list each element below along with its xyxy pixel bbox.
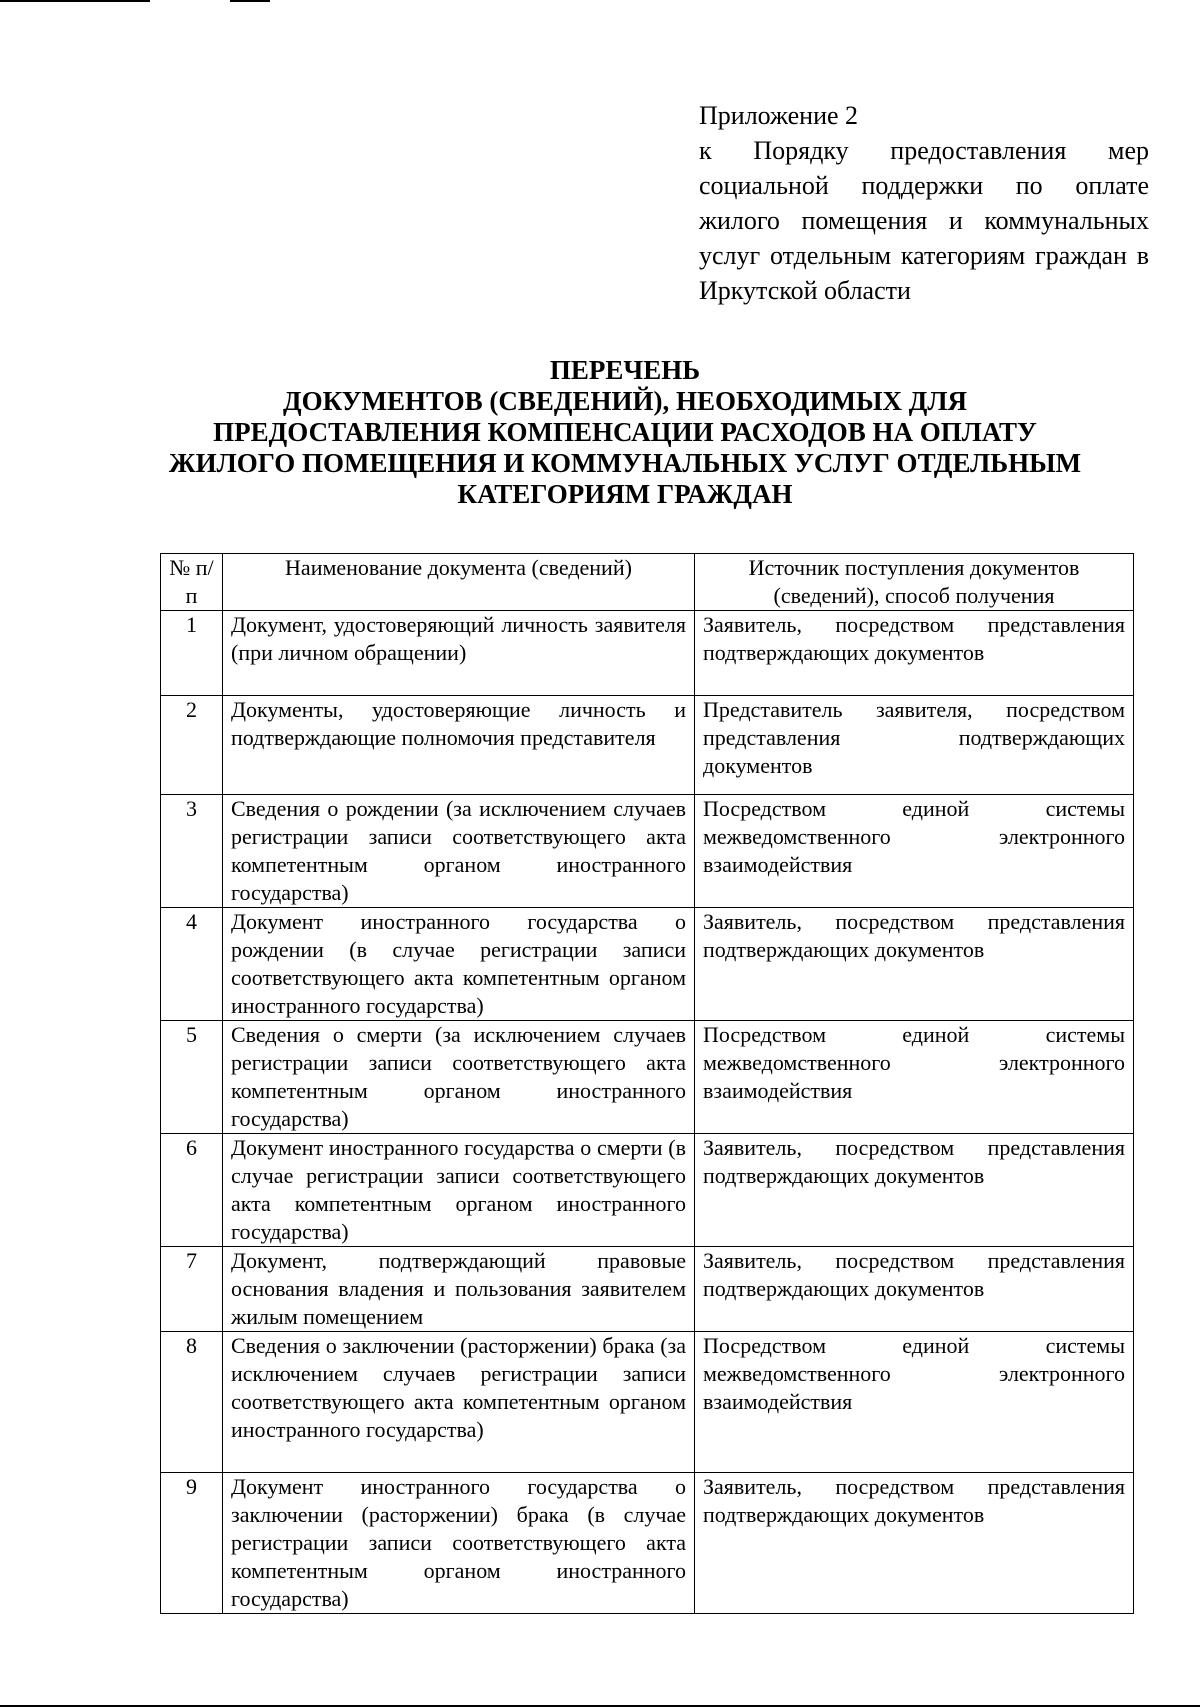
row-source: Заявитель, посредством представления подтверждающих документов <box>695 611 1134 696</box>
row-source: Заявитель, посредством представления подтверждающих документов <box>695 908 1134 1021</box>
table-row <box>161 1134 1134 1247</box>
scan-artifact-top-mid <box>230 0 270 2</box>
row-num: 3 <box>161 795 223 908</box>
table-row <box>161 795 1134 908</box>
header-name: Наименование документа (сведений) <box>223 554 695 611</box>
documents-table <box>160 553 1134 1614</box>
row-source: Заявитель, посредством представления подтверждающих документов <box>695 1247 1134 1332</box>
row-source: Заявитель, посредством представления подтверждающих документов <box>695 1473 1134 1614</box>
row-source: Посредством единой системы межведомственного электронного взаимодействия <box>695 795 1134 908</box>
row-name: Сведения о рождении (за исключением случаев регистрации записи соответствующего акта компетентным органом иностранного государства) <box>223 795 695 908</box>
document-heading <box>130 355 1120 510</box>
heading-line: ЖИЛОГО ПОМЕЩЕНИЯ И КОММУНАЛЬНЫХ УСЛУГ ОТДЕЛЬНЫМ <box>168 448 1082 478</box>
table-row <box>161 1247 1134 1332</box>
row-name: Документ, подтверждающий правовые основания владения и пользования заявителем жилым помещением <box>223 1247 695 1332</box>
table-header-row <box>161 554 1134 611</box>
row-name: Документы, удостоверяющие личность и подтверждающие полномочия представителя <box>223 696 695 795</box>
table-row <box>161 1332 1134 1473</box>
heading-line: ПРЕДОСТАВЛЕНИЯ КОМПЕНСАЦИИ РАСХОДОВ НА ОПЛАТУ <box>213 417 1037 447</box>
row-num: 4 <box>161 908 223 1021</box>
row-num: 5 <box>161 1021 223 1134</box>
heading-line: ПЕРЕЧЕНЬ <box>549 355 701 385</box>
row-num: 7 <box>161 1247 223 1332</box>
row-name: Сведения о смерти (за исключением случаев регистрации записи соответствующего акта компетентным органом иностранного государства) <box>223 1021 695 1134</box>
heading-line: КАТЕГОРИЯМ ГРАЖДАН <box>457 479 793 509</box>
row-num: 2 <box>161 696 223 795</box>
row-source: Заявитель, посредством представления подтверждающих документов <box>695 1134 1134 1247</box>
appendix-block <box>699 98 1149 308</box>
row-name: Сведения о заключении (расторжении) брака (за исключением случаев регистрации записи соответствующего акта компетентным органом иностранного государства) <box>223 1332 695 1473</box>
scan-artifact-top-left <box>0 0 150 2</box>
appendix-body: к Порядку предоставления мер социальной поддержки по оплате жилого помещения и коммунальных услуг отдельным категориям граждан в Иркутской области <box>699 136 1149 305</box>
row-source: Представитель заявителя, посредством представления подтверждающих документов <box>695 696 1134 795</box>
row-source: Посредством единой системы межведомственного электронного взаимодействия <box>695 1021 1134 1134</box>
row-num: 9 <box>161 1473 223 1614</box>
table-row <box>161 908 1134 1021</box>
row-name: Документ иностранного государства о рождении (в случае регистрации записи соответствующего акта компетентным органом иностранного государства) <box>223 908 695 1021</box>
row-name: Документ, удостоверяющий личность заявителя (при личном обращении) <box>223 611 695 696</box>
row-num: 6 <box>161 1134 223 1247</box>
table-row <box>161 1021 1134 1134</box>
row-source: Посредством единой системы межведомственного электронного взаимодействия <box>695 1332 1134 1473</box>
heading-line: ДОКУМЕНТОВ (СВЕДЕНИЙ), НЕОБХОДИМЫХ ДЛЯ <box>283 386 967 416</box>
row-name: Документ иностранного государства о заключении (расторжении) брака (в случае регистрации записи соответствующего акта компетентным органом иностранного государства) <box>223 1473 695 1614</box>
table-row <box>161 696 1134 795</box>
appendix-title: Приложение 2 <box>699 101 859 130</box>
row-name: Документ иностранного государства о смерти (в случае регистрации записи соответствующего акта компетентным органом иностранного государства) <box>223 1134 695 1247</box>
row-num: 8 <box>161 1332 223 1473</box>
table-row <box>161 611 1134 696</box>
header-num: № п/п <box>161 554 223 611</box>
table-row <box>161 1473 1134 1614</box>
row-num: 1 <box>161 611 223 696</box>
header-source: Источник поступления документов (сведений), способ получения <box>695 554 1134 611</box>
